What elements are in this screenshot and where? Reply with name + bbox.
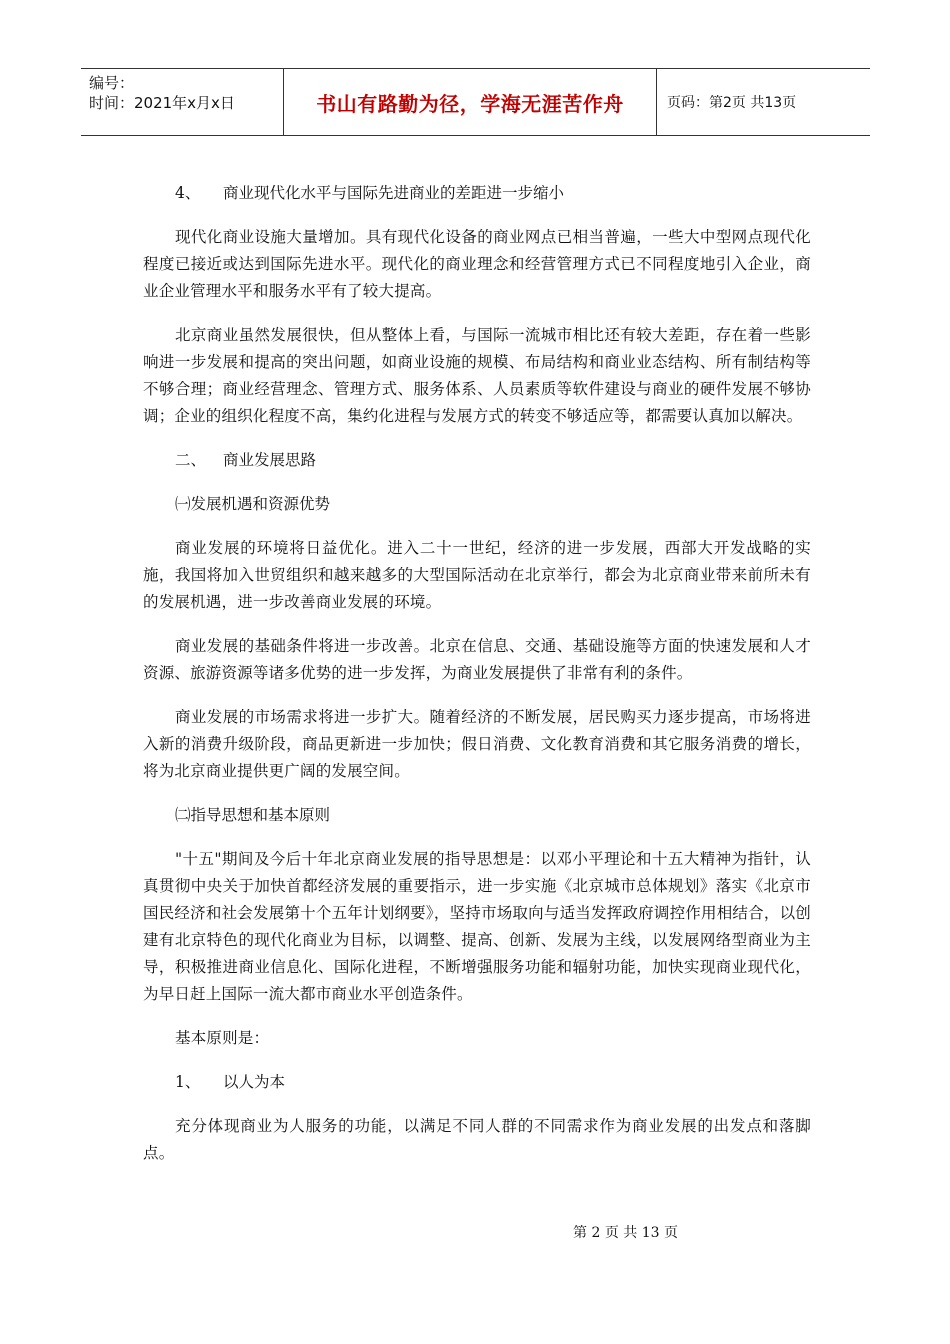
heading-text: 以人为本: [223, 1073, 286, 1091]
principle-heading-1: [143, 1069, 811, 1096]
paragraph: 商业发展的环境将日益优化。进入二十一世纪，经济的进一步发展，西部大开发战略的实施，我国将加入世贸组织和越来越多的大型国际活动在北京举行，都会为北京商业带来前所未有的发展机遇，进一步改善商业发展的环境。: [143, 539, 811, 611]
section-heading-4: [143, 180, 811, 207]
paragraph: "十五"期间及今后十年北京商业发展的指导思想是：以邓小平理论和十五大精神为指针，认真贯彻中央关于加快首都经济发展的重要指示，进一步实施《北京城市总体规划》落实《北京市国民经济和社会发展第十个五年计划纲要》，坚持市场取向与适当发挥政府调控作用相结合，以创建有北京特色的现代化商业为目标，以调整、提高、创新、发展为主线，以发展网络型商业为主导，积极推进商业信息化、国际化进程，不断增强服务功能和辐射功能，加快实现商业现代化，为早日赶上国际一流大都市商业水平创造条件。: [143, 850, 811, 1003]
page-footer: [0, 1222, 950, 1242]
heading-number: 二、: [175, 451, 207, 469]
document-number-label: 编号：: [89, 74, 135, 92]
footer-page-number: 第 2 页 共 13 页: [573, 1225, 678, 1241]
page-header: [81, 68, 870, 136]
paragraph: 基本原则是：: [175, 1029, 270, 1047]
heading-number: 1、: [175, 1073, 201, 1091]
paragraph: 北京商业虽然发展很快，但从整体上看，与国际一流城市相比还有较大差距，存在着一些影响进一步发展和提高的突出问题，如商业设施的规模、布局结构和商业业态结构、所有制结构等不够合理；商业经营理念、管理方式、服务体系、人员素质等软件建设与商业的硬件发展不够协调；企业的组织化程度不高，集约化进程与发展方式的转变不够适应等，都需要认真加以解决。: [143, 326, 811, 425]
subsection-heading-1: ㈠发展机遇和资源优势: [175, 495, 331, 513]
subsection-heading-2: ㈡指导思想和基本原则: [175, 806, 331, 824]
header-meta: [81, 69, 283, 135]
paragraph: 商业发展的市场需求将进一步扩大。随着经济的不断发展，居民购买力逐步提高，市场将进入新的消费升级阶段，商品更新进一步加快；假日消费、文化教育消费和其它服务消费的增长，将为北京商业提供更广阔的发展空间。: [143, 708, 811, 780]
paragraph: 现代化商业设施大量增加。具有现代化设备的商业网点已相当普遍，一些大中型网点现代化程度已接近或达到国际先进水平。现代化的商业理念和经营管理方式已不同程度地引入企业，商业企业管理水平和服务水平有了较大提高。: [143, 228, 811, 300]
heading-number: 4、: [175, 184, 201, 202]
heading-text: 商业现代化水平与国际先进商业的差距进一步缩小: [223, 184, 565, 202]
paragraph: 商业发展的基础条件将进一步改善。北京在信息、交通、基础设施等方面的快速发展和人才资源、旅游资源等诸多优势的进一步发挥，为商业发展提供了非常有利的条件。: [143, 637, 811, 682]
heading-text: 商业发展思路: [223, 451, 317, 469]
page-info-text: 页码：第2页 共13页: [667, 95, 797, 111]
header-motto: 书山有路勤为径，学海无涯苦作舟: [316, 91, 624, 116]
document-time: 时间：2021年x月x日: [89, 94, 235, 112]
section-heading-2: [143, 447, 811, 474]
paragraph: 充分体现商业为人服务的功能，以满足不同人群的不同需求作为商业发展的出发点和落脚点。: [143, 1117, 811, 1162]
header-motto-cell: [283, 69, 657, 135]
header-page-info: [657, 69, 870, 135]
document-body: [143, 180, 811, 1184]
